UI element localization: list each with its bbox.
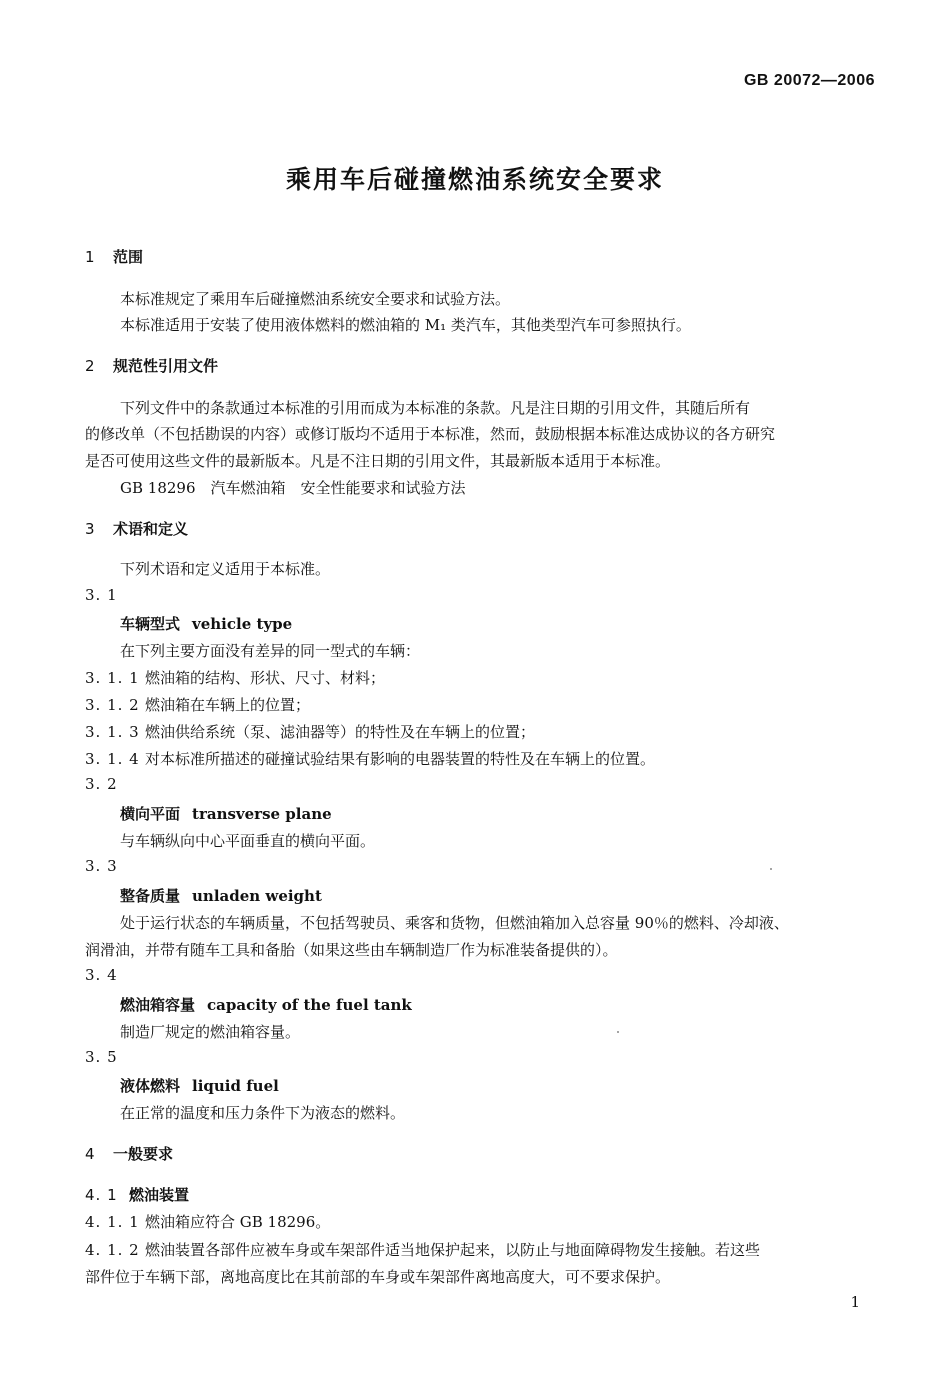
term-chinese: 车辆型式: [120, 615, 181, 633]
clause-number: 3. 3: [85, 857, 118, 875]
item-number: 3. 1. 3: [85, 723, 140, 741]
paragraph: 本标准适用于安装了使用液体燃料的燃油箱的 M₁ 类汽车，其他类型汽车可参照执行。: [120, 316, 691, 334]
document-title: 乘用车后碰撞燃油系统安全要求: [285, 165, 664, 194]
term-definition: 与车辆纵向中心平面垂直的横向平面。: [120, 832, 376, 850]
term-chinese: 液体燃料: [120, 1077, 181, 1095]
term-definition: 润滑油，并带有随车工具和备胎（如果这些由车辆制造厂作为标准装备提供的）。: [85, 941, 618, 959]
subsection-number: 4. 1: [85, 1186, 118, 1204]
term-definition: 在下列主要方面没有差异的同一型式的车辆：: [120, 642, 421, 660]
section-4-heading: [85, 1143, 173, 1164]
clause-number: 3. 5: [85, 1048, 118, 1066]
term-english: transverse plane: [192, 805, 332, 823]
term-entry: [120, 885, 322, 906]
term-entry: [120, 994, 412, 1015]
section-number: 4: [85, 1145, 95, 1163]
page-number: 1: [850, 1293, 860, 1311]
section-title: 一般要求: [113, 1145, 174, 1163]
list-item: [85, 667, 385, 688]
section-3-heading: [85, 518, 188, 539]
item-number: 3. 1. 2: [85, 696, 140, 714]
section-title: 规范性引用文件: [113, 357, 219, 375]
clause-text: 燃油装置各部件应被车身或车架部件适当地保护起来，以防止与地面障碍物发生接触。若这些: [145, 1241, 761, 1259]
subsection-title: 燃油装置: [129, 1186, 190, 1204]
term-english: liquid fuel: [192, 1077, 279, 1095]
clause-number: 3. 2: [85, 775, 118, 793]
item-text: 燃油箱的结构、形状、尺寸、材料；: [145, 669, 386, 687]
term-english: vehicle type: [192, 615, 293, 633]
list-item: [85, 694, 310, 715]
term-definition: 在正常的温度和压力条件下为液态的燃料。: [120, 1104, 406, 1122]
item-number: 3. 1. 1: [85, 669, 140, 687]
term-english: unladen weight: [192, 887, 322, 905]
item-text: 对本标准所描述的碰撞试验结果有影响的电器装置的特性及在车辆上的位置。: [145, 750, 656, 768]
list-item: [85, 721, 535, 742]
clause-number: 3. 4: [85, 966, 118, 984]
paragraph-line: 是否可使用这些文件的最新版本。凡是不注日期的引用文件，其最新版本适用于本标准。: [85, 452, 671, 470]
clause-text: 燃油箱应符合 GB 18296。: [145, 1213, 331, 1231]
item-number: 3. 1. 4: [85, 750, 140, 768]
clause-continuation: 部件位于车辆下部，离地高度比在其前部的车身或车架部件离地高度大，可不要求保护。: [85, 1268, 671, 1286]
clause-number: 4. 1. 1: [85, 1213, 140, 1231]
paragraph: 下列术语和定义适用于本标准。: [120, 560, 331, 578]
term-entry: [120, 1075, 279, 1096]
section-2-heading: [85, 355, 218, 376]
clause-number: 3. 1: [85, 586, 118, 604]
subsection-heading: [85, 1184, 189, 1205]
section-title: 范围: [113, 248, 144, 266]
section-number: 2: [85, 357, 95, 375]
scan-speck: [770, 868, 772, 870]
list-item: [85, 748, 655, 769]
term-definition: 制造厂规定的燃油箱容量。: [120, 1023, 301, 1041]
clause: [85, 1211, 330, 1232]
term-chinese: 整备质量: [120, 887, 181, 905]
section-number: 3: [85, 520, 95, 538]
clause: [85, 1239, 760, 1260]
term-definition: 处于运行状态的车辆质量，不包括驾驶员、乘客和货物，但燃油箱加入总容量 90％的燃料、冷却液、: [120, 914, 789, 932]
item-text: 燃油供给系统（泵、滤油器等）的特性及在车辆上的位置；: [145, 723, 536, 741]
term-entry: [120, 613, 292, 634]
paragraph: 本标准规定了乘用车后碰撞燃油系统安全要求和试验方法。: [120, 290, 511, 308]
paragraph-line: 下列文件中的条款通过本标准的引用而成为本标准的条款。凡是注日期的引用文件，其随后所有: [120, 399, 751, 417]
normative-reference: GB 18296 汽车燃油箱 安全性能要求和试验方法: [120, 479, 466, 497]
term-chinese: 燃油箱容量: [120, 996, 196, 1014]
clause-number: 4. 1. 2: [85, 1241, 140, 1259]
term-english: capacity of the fuel tank: [207, 996, 412, 1014]
section-1-heading: [85, 246, 143, 267]
paragraph-line: 的修改单（不包括勘误的内容）或修订版均不适用于本标准，然而，鼓励根据本标准达成协议的各方研究: [85, 425, 776, 443]
section-title: 术语和定义: [113, 520, 189, 538]
section-number: 1: [85, 248, 95, 266]
scan-speck: [617, 1031, 619, 1033]
item-text: 燃油箱在车辆上的位置；: [145, 696, 311, 714]
standard-number: GB 20072—2006: [743, 72, 875, 89]
term-chinese: 横向平面: [120, 805, 181, 823]
term-entry: [120, 803, 332, 824]
